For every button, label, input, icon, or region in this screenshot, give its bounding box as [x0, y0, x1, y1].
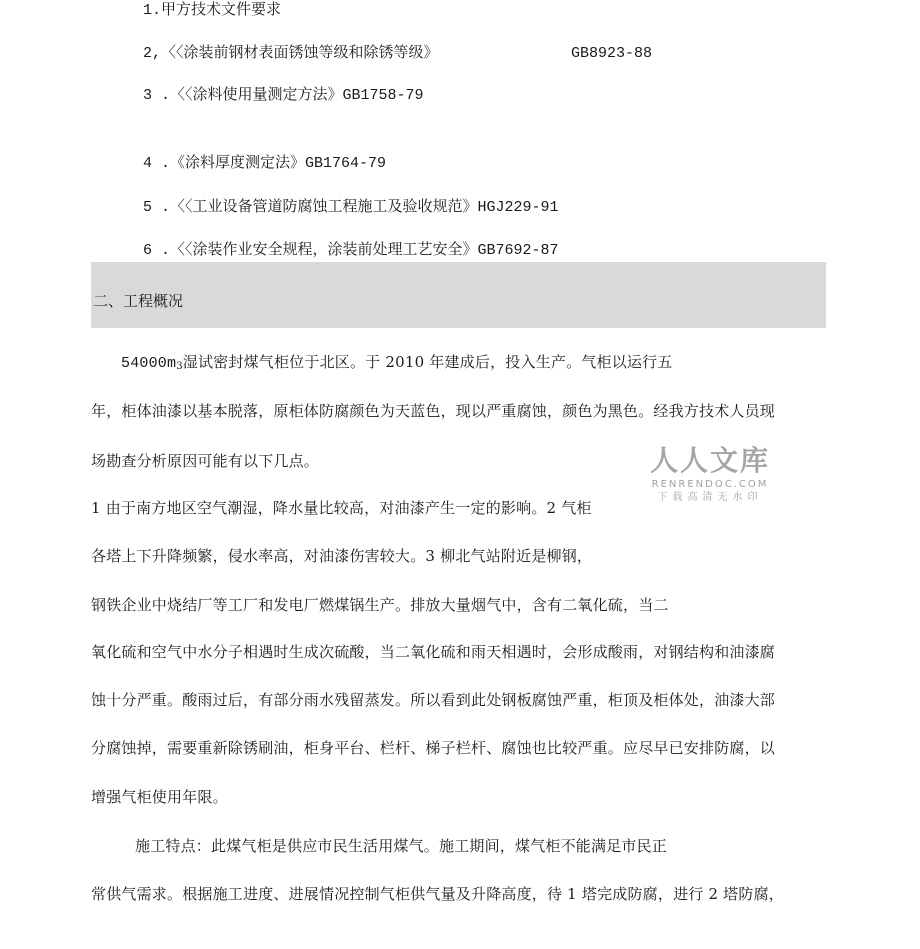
overview-line-9: 分腐蚀掉，需要重新除锈刷油，柜身平台、栏杆、梯子栏杆、腐蚀也比较严重。应尽早已安排防腐，以: [91, 739, 776, 757]
overview-line-6: 钢铁企业中烧结厂等工厂和发电厂燃煤锅生产。排放大量烟气中，含有二氧化硫，当二: [91, 596, 669, 614]
overview-line-3: 场勘查分析原因可能有以下几点。: [91, 452, 320, 470]
overview-line-8: 蚀十分严重。酸雨过后，有部分雨水残留蒸发。所以看到此处钢板腐蚀严重，柜顶及柜体处，油漆大部: [91, 691, 776, 709]
overview-line-4: 1 由于南方地区空气潮湿，降水量比较高，对油漆产生一定的影响。2 气柜: [91, 499, 592, 517]
overview-line-1-text: 湿试密封煤气柜位于北区。于 2010 年建成后，投入生产。气柜以运行五: [182, 353, 673, 371]
reference-item-3: 3 .〈〈涂料使用量测定方法》GB1758-79: [143, 87, 424, 104]
section-title: 二、工程概况: [93, 292, 184, 310]
construction-line-2: 常供气需求。根据施工进度、进展情况控制气柜供气量及升降高度，待 1 塔完成防腐，进行 2 塔防腐，: [91, 885, 784, 903]
reference-item-4: 4 .《涂料厚度测定法》GB1764-79: [143, 155, 387, 172]
overview-line-7: 氧化硫和空气中水分子相遇时生成次硫酸，当二氧化硫和雨天相遇时，会形成酸雨，对钢结构和油漆腐: [91, 643, 776, 661]
watermark: [645, 444, 775, 504]
watermark-title: 人人文库: [649, 444, 770, 477]
volume-value: 54000m: [121, 355, 177, 372]
construction-line-1: 施工特点：此煤气柜是供应市民生活用煤气。施工期间，煤气柜不能满足市民正: [135, 837, 668, 855]
overview-line-10: 增强气柜使用年限。: [91, 788, 228, 806]
overview-line-2: 年，柜体油漆以基本脱落，原柜体防腐颜色为天蓝色，现以严重腐蚀，颜色为黑色。经我方技术人员现: [91, 402, 776, 420]
reference-item-2: 2,〈〈涂装前钢材表面锈蚀等级和除锈等级》: [143, 45, 439, 62]
watermark-tagline: 下载高清无水印: [657, 492, 763, 503]
reference-item-6: 6 .〈〈涂装作业安全规程，涂装前处理工艺安全》GB7692-87: [143, 242, 559, 259]
volume-unit-subscript: 3: [176, 361, 183, 372]
overview-line-5: 各塔上下升降频繁，侵水率高，对油漆伤害较大。3 柳北气站附近是柳钢，: [91, 547, 593, 565]
overview-line-1: [121, 352, 673, 377]
reference-item-2-code: GB8923-88: [571, 45, 653, 62]
watermark-domain: RENRENDOC.COM: [651, 479, 769, 490]
reference-item-1: 1.甲方技术文件要求: [143, 2, 282, 19]
section-heading-band: [91, 262, 826, 328]
reference-item-5: 5 .〈〈工业设备管道防腐蚀工程施工及验收规范》HGJ229-91: [143, 199, 559, 216]
